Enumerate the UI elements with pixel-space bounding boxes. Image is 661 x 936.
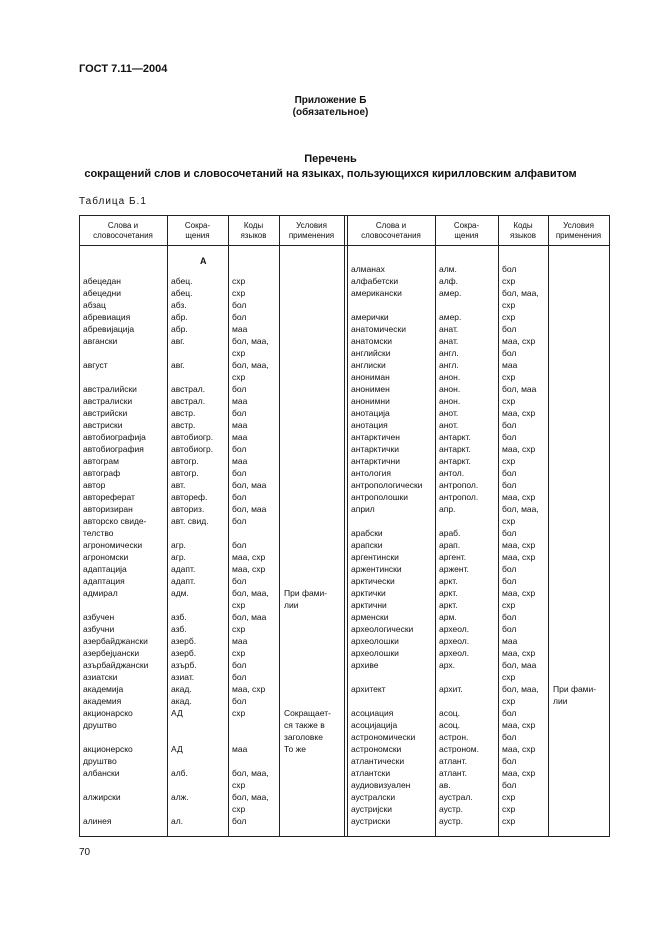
table-cell: авторско свиде- телство — [83, 516, 147, 538]
table-cell: бол, маа — [502, 660, 537, 670]
table-cell: астрон. — [439, 732, 469, 742]
table-cell: агрономически — [83, 540, 143, 550]
table-cell: бол, маа, схр — [232, 588, 269, 610]
column-header-right-2: Коды языков — [509, 221, 537, 240]
table-cell: бол, маа — [232, 612, 267, 622]
table-cell: англиски — [351, 360, 386, 370]
table-cell: схр — [232, 624, 246, 634]
table-cell: аржентински — [351, 564, 402, 574]
table-cell: маа, схр — [502, 744, 536, 754]
table-cell: автобиогр. — [171, 444, 214, 454]
table-cell: абз. — [171, 300, 187, 310]
table-cell: автогр. — [171, 456, 199, 466]
table-cell: алж. — [171, 792, 189, 802]
table-cell: маа, схр — [502, 588, 536, 598]
table-cell: арктически — [351, 576, 395, 586]
col-border — [498, 215, 499, 837]
table-cell: анонимен — [351, 384, 390, 394]
table-cell: аустријски — [351, 804, 393, 814]
table-cell: бол, маа, схр — [502, 684, 539, 706]
table-cell: археолошки — [351, 636, 399, 646]
table-cell: маа — [232, 636, 248, 646]
table-cell: маа — [502, 636, 518, 646]
table-cell: асоцијација — [351, 720, 398, 730]
table-cell: антрополошки — [351, 492, 408, 502]
table-cell: абец. — [171, 276, 193, 286]
table-cell: астроном. — [439, 744, 479, 754]
column-header-left-3: Условия применения — [288, 221, 335, 240]
table-cell: абзац — [83, 300, 106, 310]
table-cell: азбучен — [83, 612, 115, 622]
column-header-left-1: Сокра- щения — [184, 221, 211, 240]
table-cell: анон. — [439, 384, 461, 394]
table-cell: бол — [502, 708, 517, 718]
table-cell: атлантически — [351, 756, 405, 766]
table-cell: авт. — [171, 480, 186, 490]
table-cell: бол — [502, 564, 517, 574]
table-cell: авг. — [171, 336, 185, 346]
table-cell: ав. — [439, 780, 451, 790]
table-cell: бол — [502, 624, 517, 634]
table-cell: бол — [232, 816, 247, 826]
table-cell: акционерско друштво — [83, 744, 133, 766]
section-letter: А — [200, 256, 207, 266]
table-cell: анат. — [439, 336, 459, 346]
table-cell: аустриски — [351, 816, 391, 826]
table-cell: атлантски — [351, 768, 391, 778]
table-cell: бол, маа, схр — [232, 792, 269, 814]
table-cell: маа, схр — [502, 408, 536, 418]
table-cell: алинея — [83, 816, 112, 826]
page-number: 70 — [79, 847, 91, 858]
table-cell: абр. — [171, 312, 188, 322]
table-cell: бол, маа, схр — [232, 336, 269, 358]
table-cell: аргент. — [439, 552, 467, 562]
table-cell: архитект — [351, 684, 386, 694]
col-border — [279, 215, 280, 837]
table-cell: автореферат — [83, 492, 135, 502]
table-cell: маа, схр — [502, 720, 536, 730]
table-cell: маа, схр — [502, 768, 536, 778]
table-cell: археол. — [439, 648, 470, 658]
table-cell: схр — [502, 804, 516, 814]
table-cell: маа — [232, 744, 248, 754]
table-cell: арап. — [439, 540, 461, 550]
document-id: ГОСТ 7.11—2004 — [79, 63, 168, 75]
table-cell: април — [351, 504, 375, 514]
table-cell: схр — [502, 312, 516, 322]
table-cell: албански — [83, 768, 120, 778]
table-cell: АД — [171, 744, 183, 754]
table-cell: бол — [502, 480, 517, 490]
table-cell: апр. — [439, 504, 456, 514]
table-cell: анатомски — [351, 336, 393, 346]
table-cell: автограм — [83, 456, 119, 466]
table-cell: азб. — [171, 612, 187, 622]
table-cell: бол — [502, 324, 517, 334]
table-cell: аргентински — [351, 552, 399, 562]
table-cell: абр. — [171, 324, 188, 334]
table-cell: арктични — [351, 600, 387, 610]
table-cell: анатомически — [351, 324, 406, 334]
table-cell: бол — [232, 516, 247, 526]
table-cell: автогр. — [171, 468, 199, 478]
table-cell: бол — [232, 540, 247, 550]
list-title: Перечень — [304, 153, 357, 165]
table-cell: автограф — [83, 468, 121, 478]
table-cell: маа — [232, 324, 248, 334]
table-cell: английски — [351, 348, 391, 358]
table-cell: азерб. — [171, 636, 197, 646]
table-cell: австрал. — [171, 396, 206, 406]
table-cell: бол — [502, 612, 517, 622]
table-cell: азербайджански — [83, 636, 148, 646]
table-cell: астрономически — [351, 732, 416, 742]
table-cell: схр — [502, 792, 516, 802]
table-cell: антарктичен — [351, 432, 400, 442]
table-cell: бол — [232, 312, 247, 322]
table-cell: азиат. — [171, 672, 195, 682]
table-cell: алманах — [351, 264, 385, 274]
table-cell: агр. — [171, 552, 186, 562]
table-cell: арменски — [351, 612, 389, 622]
table-cell: антропологически — [351, 480, 423, 490]
table-cell: маа, схр — [232, 552, 266, 562]
table-cell: бол — [232, 576, 247, 586]
table-cell: азърбайджански — [83, 660, 149, 670]
col-border — [344, 215, 345, 837]
table-cell: бол — [502, 432, 517, 442]
table-cell: бол — [502, 756, 517, 766]
table-cell: бол, маа, схр — [232, 360, 269, 382]
table-cell: схр — [232, 288, 246, 298]
table-cell: антаркт. — [439, 432, 471, 442]
table-cell: археол. — [439, 624, 470, 634]
col-border — [609, 215, 610, 837]
table-cell: маа, схр — [502, 492, 536, 502]
table-cell: акционарско друштво — [83, 708, 133, 730]
table-cell: анот. — [439, 420, 459, 430]
table-cell: анон. — [439, 372, 461, 382]
table-cell: антол. — [439, 468, 465, 478]
table-cell: бол, маа — [232, 480, 267, 490]
table-cell: бол — [502, 420, 517, 430]
table-cell: бол — [502, 348, 517, 358]
table-cell: бол — [232, 660, 247, 670]
table-cell: арабски — [351, 528, 383, 538]
table-cell: архит. — [439, 684, 463, 694]
table-cell: маа, схр — [232, 684, 266, 694]
table-cell: антаркт. — [439, 456, 471, 466]
table-cell: арх. — [439, 660, 455, 670]
table-cell: англ. — [439, 348, 459, 358]
table-cell: аркт. — [439, 576, 458, 586]
table-cell: бол — [232, 696, 247, 706]
table-cell: агрономски — [83, 552, 129, 562]
table-cell: аркт. — [439, 600, 458, 610]
table-cell: австралийски — [83, 384, 137, 394]
table-cell: анотација — [351, 408, 390, 418]
table-cell: аустр. — [439, 804, 464, 814]
table-cell: схр — [232, 648, 246, 658]
table-cell: араб. — [439, 528, 461, 538]
table-cell: антаркт. — [439, 444, 471, 454]
table-cell: американски — [351, 288, 402, 298]
table-cell: АД — [171, 708, 183, 718]
col-border — [435, 215, 436, 837]
table-cell: бол — [232, 468, 247, 478]
table-cell: абецедан — [83, 276, 121, 286]
table-cell: археол. — [439, 636, 470, 646]
table-cell: азърб. — [171, 660, 197, 670]
table-cell: авгански — [83, 336, 118, 346]
abbreviation-table — [79, 215, 610, 837]
table-cell: авг. — [171, 360, 185, 370]
table-cell: австриски — [83, 420, 123, 430]
table-cell: автобиография — [83, 444, 144, 454]
table-cell: схр — [502, 396, 516, 406]
table-cell: арктички — [351, 588, 386, 598]
table-cell: анот. — [439, 408, 459, 418]
table-cell: антропол. — [439, 480, 479, 490]
table-cell: схр — [502, 672, 516, 682]
table-cell: адапт. — [171, 564, 196, 574]
table-cell: азиатски — [83, 672, 118, 682]
table-cell: абревијација — [83, 324, 135, 334]
table-cell: бол, маа — [502, 384, 537, 394]
table-cell: маа, схр — [502, 648, 536, 658]
table-cell: англ. — [439, 360, 459, 370]
list-subtitle: сокращений слов и словосочетаний на языках, пользующихся кирилловским алфавитом — [84, 168, 577, 180]
table-cell: анат. — [439, 324, 459, 334]
table-cell: маа, схр — [232, 564, 266, 574]
table-cell: август — [83, 360, 108, 370]
table-cell: маа — [232, 456, 248, 466]
annex-note: (обязательное) — [292, 107, 369, 118]
table-cell: Сокращает- ся также в заголовке — [284, 708, 331, 742]
table-cell: астрономски — [351, 744, 402, 754]
table-cell: австр. — [171, 420, 196, 430]
table-cell: адапт. — [171, 576, 196, 586]
table-cell: аудиовизуален — [351, 780, 411, 790]
table-cell: маа, схр — [502, 540, 536, 550]
table-cell: анон. — [439, 396, 461, 406]
table-cell: автобиографија — [83, 432, 146, 442]
col-border — [228, 215, 229, 837]
table-cell: архиве — [351, 660, 379, 670]
table-cell: австрийски — [83, 408, 128, 418]
table-cell: аустр. — [439, 816, 464, 826]
column-header-right-3: Условия применения — [555, 221, 602, 240]
table-cell: асоциация — [351, 708, 394, 718]
col-border — [167, 215, 168, 837]
col-border — [548, 215, 549, 837]
table-label: Таблица Б.1 — [79, 196, 147, 207]
table-cell: схр — [232, 708, 246, 718]
table-cell: схр — [502, 456, 516, 466]
table-cell: авт. свид. — [171, 516, 209, 526]
table-cell: маа, схр — [502, 552, 536, 562]
table-cell: бол, маа, схр — [502, 504, 539, 526]
table-cell: азбучни — [83, 624, 115, 634]
table-cell: бол, маа — [232, 504, 267, 514]
table-cell: атлант. — [439, 768, 467, 778]
table-cell: схр — [502, 600, 516, 610]
table-cell: аустралски — [351, 792, 396, 802]
table-cell: бол, маа, схр — [502, 288, 539, 310]
table-cell: асоц. — [439, 720, 461, 730]
table-cell: амер. — [439, 288, 462, 298]
table-cell: бол — [502, 780, 517, 790]
table-cell: маа, схр — [502, 336, 536, 346]
table-cell: антарктички — [351, 444, 400, 454]
table-cell: бол — [232, 384, 247, 394]
table-cell: схр — [502, 276, 516, 286]
table-cell: автобиогр. — [171, 432, 214, 442]
table-cell: схр — [232, 276, 246, 286]
table-cell: акад. — [171, 684, 192, 694]
table-cell: бол, маа, схр — [232, 768, 269, 790]
table-cell: адм. — [171, 588, 189, 598]
table-cell: агр. — [171, 540, 186, 550]
table-cell: австралиски — [83, 396, 133, 406]
table-cell: азербејџански — [83, 648, 140, 658]
table-cell: авториз. — [171, 504, 205, 514]
table-cell: маа — [232, 432, 248, 442]
table-cell: анонимни — [351, 396, 390, 406]
table-cell: бол — [502, 264, 517, 274]
column-header-left-2: Коды языков — [240, 221, 267, 240]
table-cell: авторизиран — [83, 504, 133, 514]
table-cell: антарктични — [351, 456, 400, 466]
table-cell: азерб. — [171, 648, 197, 658]
table-cell: академия — [83, 696, 122, 706]
table-cell: То же — [284, 744, 307, 754]
table-cell: академија — [83, 684, 124, 694]
table-cell: анотация — [351, 420, 388, 430]
table-cell: схр — [502, 816, 516, 826]
table-cell: бол — [502, 732, 517, 742]
table-cell: антропол. — [439, 492, 479, 502]
table-cell: бол — [232, 672, 247, 682]
table-cell: аржент. — [439, 564, 469, 574]
table-cell: атлант. — [439, 756, 467, 766]
table-cell: анониман — [351, 372, 390, 382]
table-cell: алф. — [439, 276, 459, 286]
table-cell: австр. — [171, 408, 196, 418]
column-header-right-0: Слова и словосочетания — [361, 221, 421, 240]
table-cell: При фами- лии — [553, 684, 597, 706]
table-cell: адмирал — [83, 588, 118, 598]
table-cell: маа, схр — [502, 444, 536, 454]
table-cell: схр — [502, 372, 516, 382]
table-cell: маа — [232, 420, 248, 430]
table-cell: бол — [502, 468, 517, 478]
table-cell: археолошки — [351, 648, 399, 658]
col-border — [347, 215, 348, 837]
table-cell: маа — [232, 396, 248, 406]
table-cell: асоц. — [439, 708, 461, 718]
table-cell: бол — [232, 444, 247, 454]
table-cell: При фами- лии — [284, 588, 328, 610]
table-cell: аркт. — [439, 588, 458, 598]
table-cell: абец. — [171, 288, 193, 298]
table-cell: адаптация — [83, 576, 125, 586]
table-cell: арапски — [351, 540, 383, 550]
table-cell: австрал. — [171, 384, 206, 394]
table-cell: автор — [83, 480, 106, 490]
table-cell: ал. — [171, 816, 184, 826]
table-cell: автореф. — [171, 492, 208, 502]
table-cell: алфабетски — [351, 276, 399, 286]
table-cell: азб. — [171, 624, 187, 634]
table-cell: бол — [502, 576, 517, 586]
table-cell: антология — [351, 468, 391, 478]
column-header-left-0: Слова и словосочетания — [93, 221, 153, 240]
table-cell: алжирски — [83, 792, 121, 802]
table-cell: амер. — [439, 312, 462, 322]
column-header-right-1: Сокра- щения — [453, 221, 480, 240]
table-cell: амерички — [351, 312, 389, 322]
table-cell: абецедни — [83, 288, 121, 298]
annex-title: Приложение Б — [294, 95, 367, 106]
table-cell: адаптација — [83, 564, 127, 574]
table-cell: археологически — [351, 624, 414, 634]
table-cell: бол — [232, 408, 247, 418]
table-cell: бол — [232, 492, 247, 502]
table-cell: алб. — [171, 768, 188, 778]
table-cell: бол — [502, 528, 517, 538]
table-cell: алм. — [439, 264, 457, 274]
table-cell: аустрал. — [439, 792, 473, 802]
col-border — [79, 215, 80, 837]
table-cell: арм. — [439, 612, 457, 622]
table-cell: акад. — [171, 696, 192, 706]
table-cell: маа — [502, 360, 518, 370]
table-cell: бол — [232, 300, 247, 310]
table-cell: абревиация — [83, 312, 131, 322]
